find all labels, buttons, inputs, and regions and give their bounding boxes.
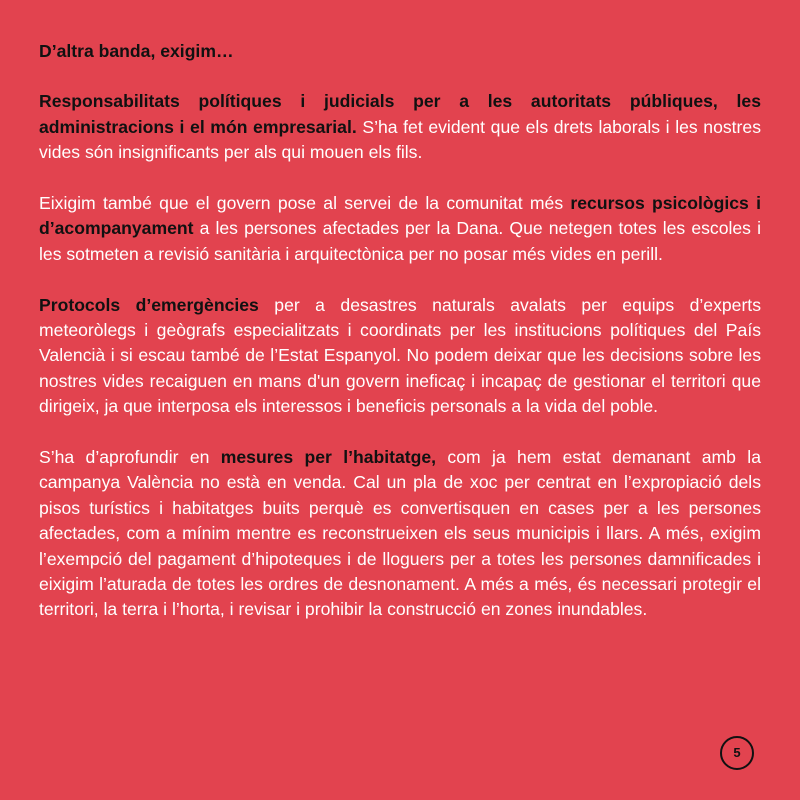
paragraph-3-text: per a desastres naturals avalats per equips d’experts meteoròlegs i geògrafs especialitzats i coordinats per les institucions polítiques del País Valencià i si escau també de l’Estat Espanyol. No podem deixar que les decisions sobre les nostres vides recaiguen en mans d'un govern ineficaç i incapaç de gestionar el territori que dirigeix, ja que interposa els interessos i beneficis personals a la vida del poble. [39, 294, 761, 417]
page-number-badge [720, 736, 754, 770]
paragraph-2-bold: recursos psicològics i d’acompanyament [39, 193, 761, 239]
paragraph-2-lead: Eixigim també que el govern pose al servei de la comunitat més [39, 193, 571, 214]
page-heading: D’altra banda, exigim… [39, 41, 234, 61]
paragraph-4-text: com ja hem estat demanant amb la campanya València no està en venda. Cal un pla de xoc per centrat en l’expropiació dels pisos turístics i habitatges buits perquè es convertisquen en cases per a les persones afectades, com a mínim mentre es reconstrueixen els seus municipis i llars. A més, exigim l’exempció del pagament d’hipoteques i de lloguers per a totes les persones damnificades i eixigim l’aturada de totes les ordres de desnonament. A més a més, és necessari protegir el territori, la terra i l’horta, i revisar i prohibir la construcció en zones inundables. [39, 447, 761, 620]
paragraph-4-lead: S’ha d’aprofundir en [39, 447, 221, 468]
paragraph-protocols [39, 293, 761, 420]
paragraph-4-bold: mesures per l’habitatge, [220, 447, 437, 468]
paragraph-habitatge [39, 445, 761, 623]
paragraph-1-bold: Responsabilitats polítiques i judicials per a les autoritats públiques, les administracions i el món empresarial. [39, 91, 761, 137]
paragraph-recursos [39, 191, 761, 267]
paragraph-responsabilitats [39, 89, 761, 165]
page-number: 5 [733, 745, 741, 761]
paragraph-2-text: a les persones afectades per la Dana. Que netegen totes les escoles i les sotmeten a revisió sanitària i arquitectònica per no posar més vides en perill. [39, 218, 761, 264]
paragraph-3-bold: Protocols d’emergències [39, 294, 259, 315]
paragraph-1-text: S’ha fet evident que els drets laborals i les nostres vides són insignificants per als qui mouen els fils. [39, 116, 761, 163]
